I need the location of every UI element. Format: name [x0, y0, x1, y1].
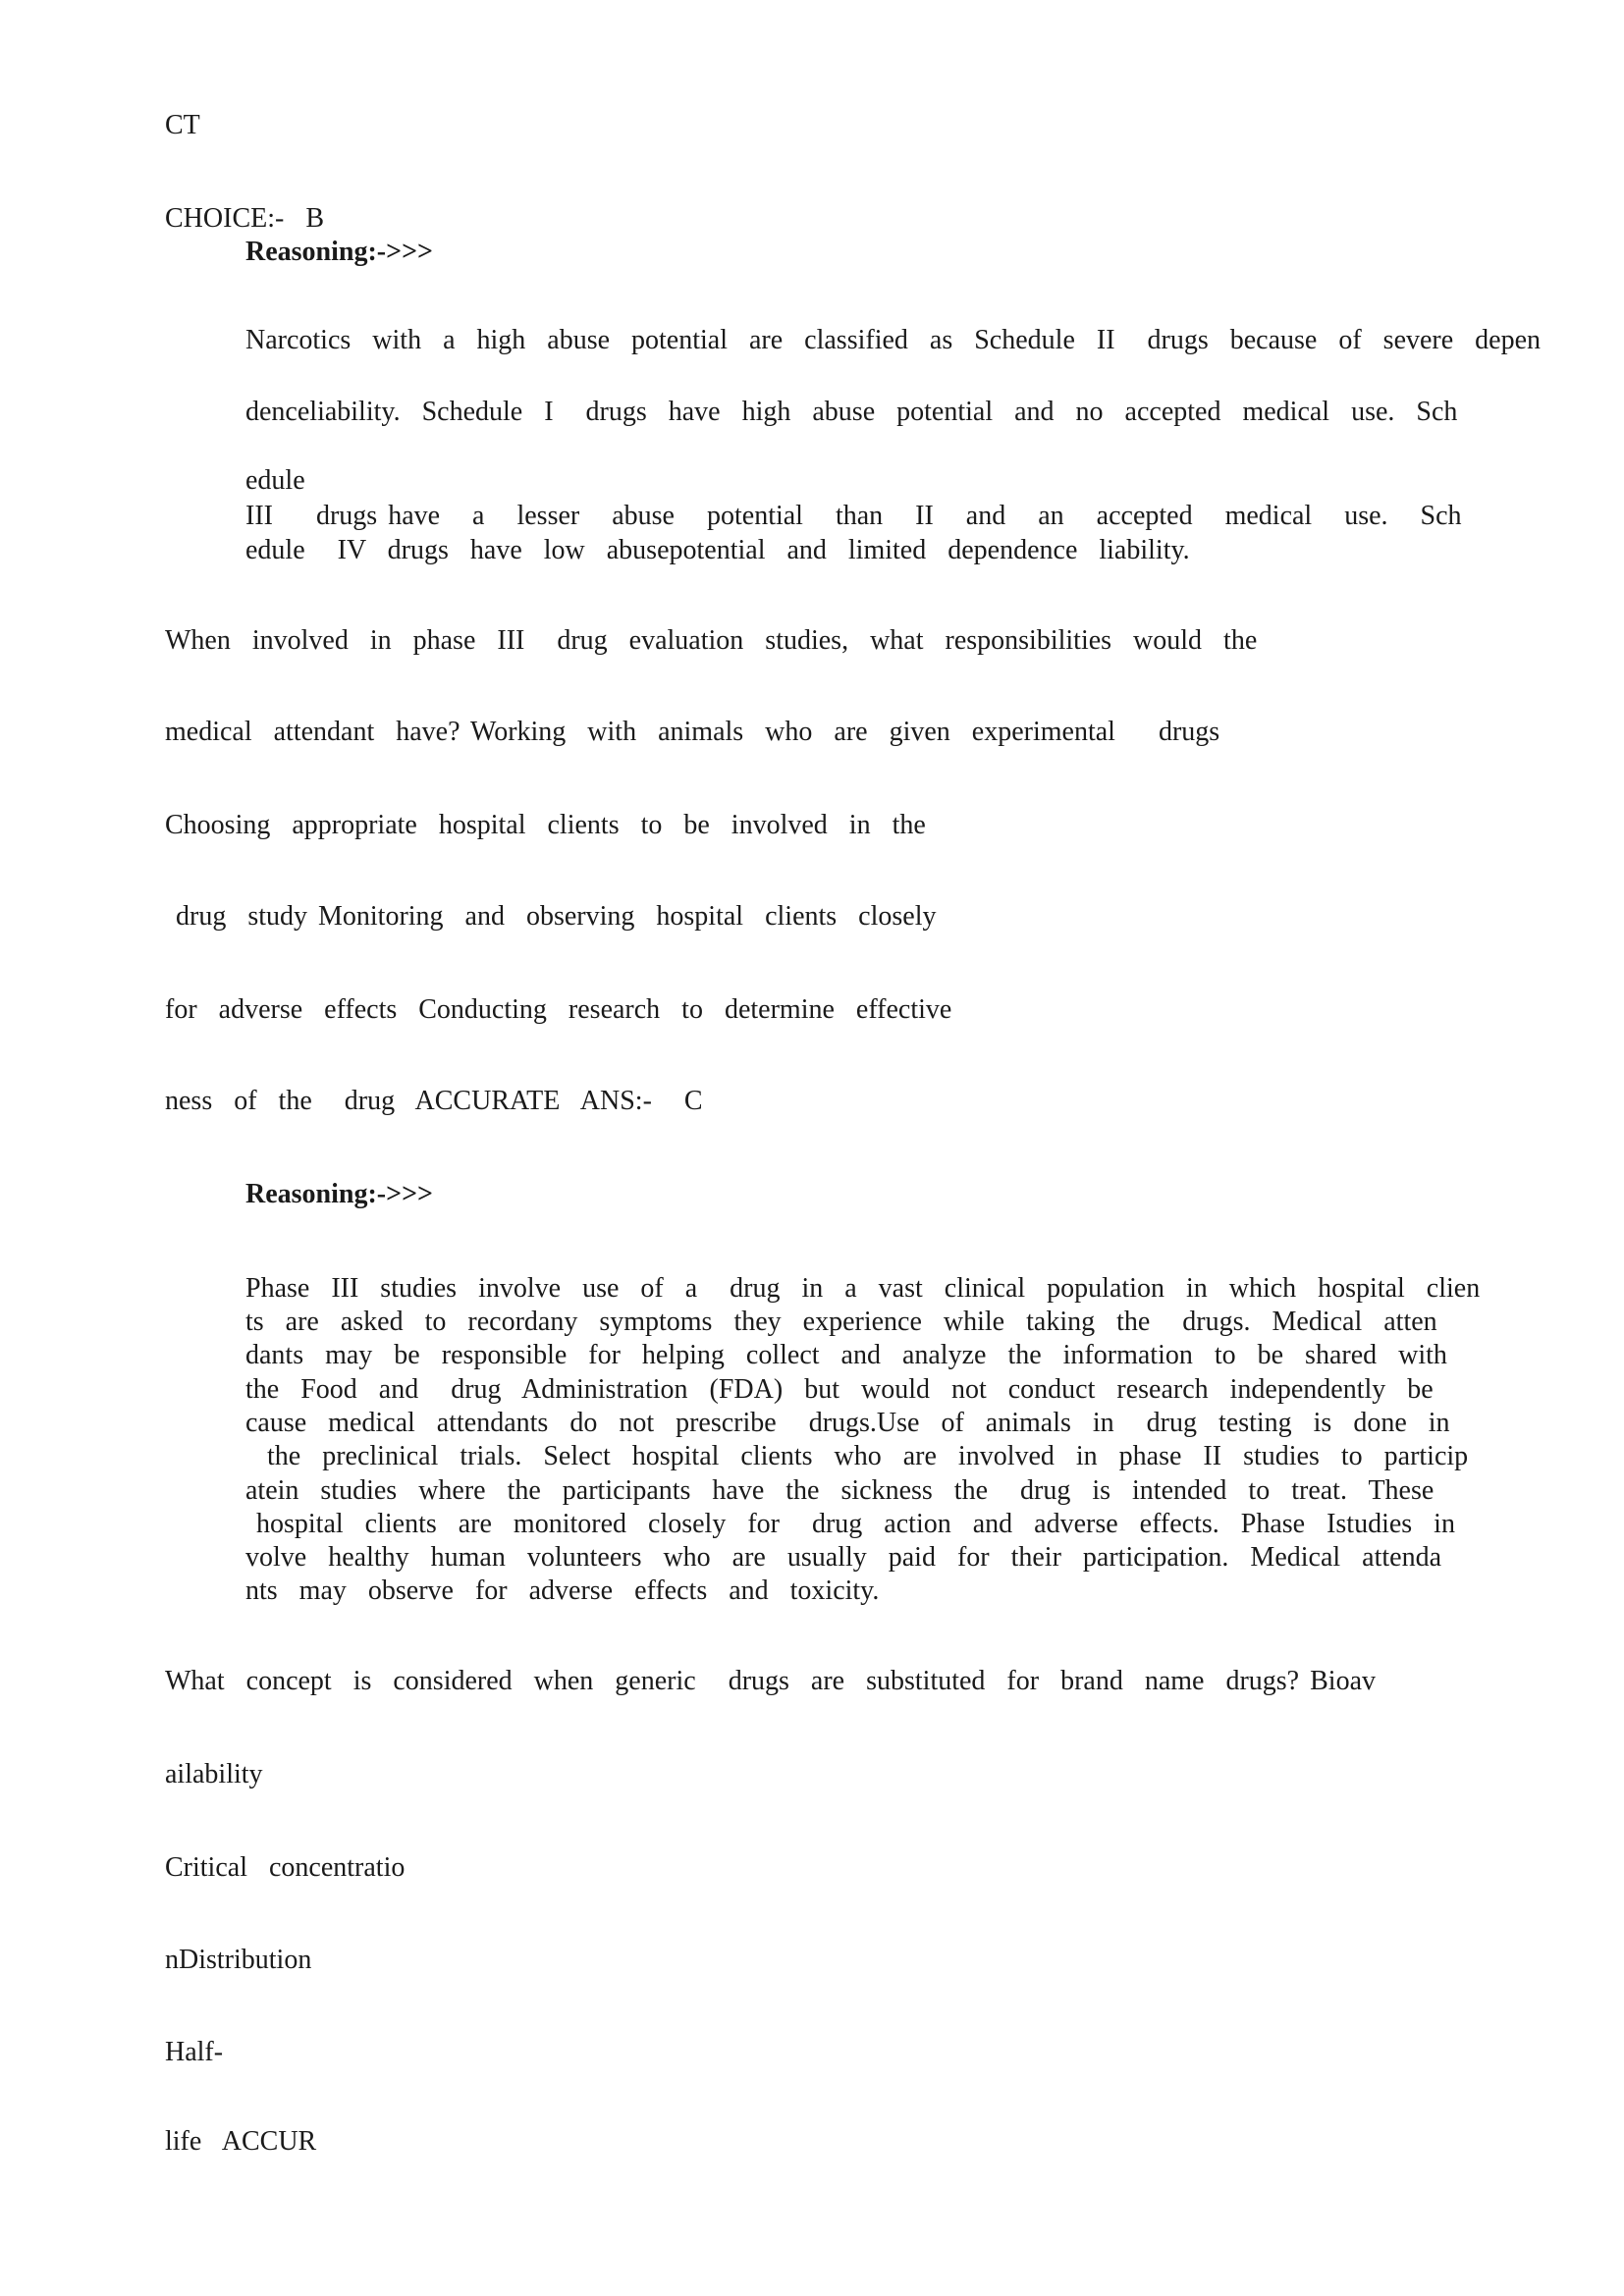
question-line: medical attendant have? Working with animals who are given experimental drugs [165, 717, 1220, 747]
reasoning-line: Phase III studies involve use of a drug in a vast clinical population in which hospital clien [245, 1273, 1481, 1304]
reasoning-line: atein studies where the participants have the sickness the drug is intended to treat. These [245, 1475, 1435, 1506]
reasoning-line: the Food and drug Administration (FDA) but would not conduct research independently be [245, 1374, 1434, 1405]
reasoning-line: the preclinical trials. Select hospital clients who are involved in phase II studies to particip [245, 1441, 1469, 1471]
question-line: What concept is considered when generic drugs are substituted for brand name drugs? Bioav [165, 1666, 1376, 1696]
question-option: Critical concentratio [165, 1852, 406, 1883]
accurate-answer: ness of the drug ACCURATE ANS:- C [165, 1086, 703, 1116]
reasoning-line: volve healthy human volunteers who are usually paid for their participation. Medical attenda [245, 1542, 1441, 1573]
question-line: When involved in phase III drug evaluation studies, what responsibilities would the [165, 625, 1258, 656]
question-option: nDistribution [165, 1945, 312, 1975]
reasoning-line: nts may observe for adverse effects and toxicity. [245, 1575, 880, 1606]
reasoning-heading: Reasoning:->>> [245, 1179, 433, 1209]
reasoning-line: cause medical attendants do not prescribe drugs.Use of animals in drug testing is done in [245, 1408, 1450, 1438]
reasoning-heading: Reasoning:->>> [245, 237, 433, 267]
reasoning-line: edule [245, 465, 305, 496]
question-option: Choosing appropriate hospital clients to be involved in the [165, 810, 926, 840]
reasoning-line: denceliability. Schedule I drugs have high abuse potential and no accepted medical use. Sch [245, 397, 1458, 427]
question-option: ailability [165, 1759, 263, 1789]
reasoning-line: III drugs have a lesser abuse potential than II and an accepted medical use. Sch [245, 501, 1462, 531]
reasoning-line: Narcotics with a high abuse potential are classified as Schedule II drugs because of severe depen [245, 325, 1542, 355]
answer-fragment: CT [165, 110, 200, 140]
reasoning-line: edule IV drugs have low abusepotential and limited dependence liability. [245, 535, 1190, 565]
question-option: for adverse effects Conducting research to determine effective [165, 994, 952, 1025]
answer-choice: CHOICE:- B [165, 203, 324, 234]
question-option: life ACCUR [165, 2126, 317, 2157]
reasoning-line: hospital clients are monitored closely for drug action and adverse effects. Phase Istudies in [245, 1509, 1455, 1539]
question-option: drug study Monitoring and observing hospital clients closely [165, 901, 937, 932]
reasoning-line: ts are asked to recordany symptoms they experience while taking the drugs. Medical atten [245, 1307, 1437, 1337]
question-option: Half- [165, 2037, 224, 2067]
reasoning-line: dants may be responsible for helping collect and analyze the information to be shared with [245, 1340, 1447, 1370]
